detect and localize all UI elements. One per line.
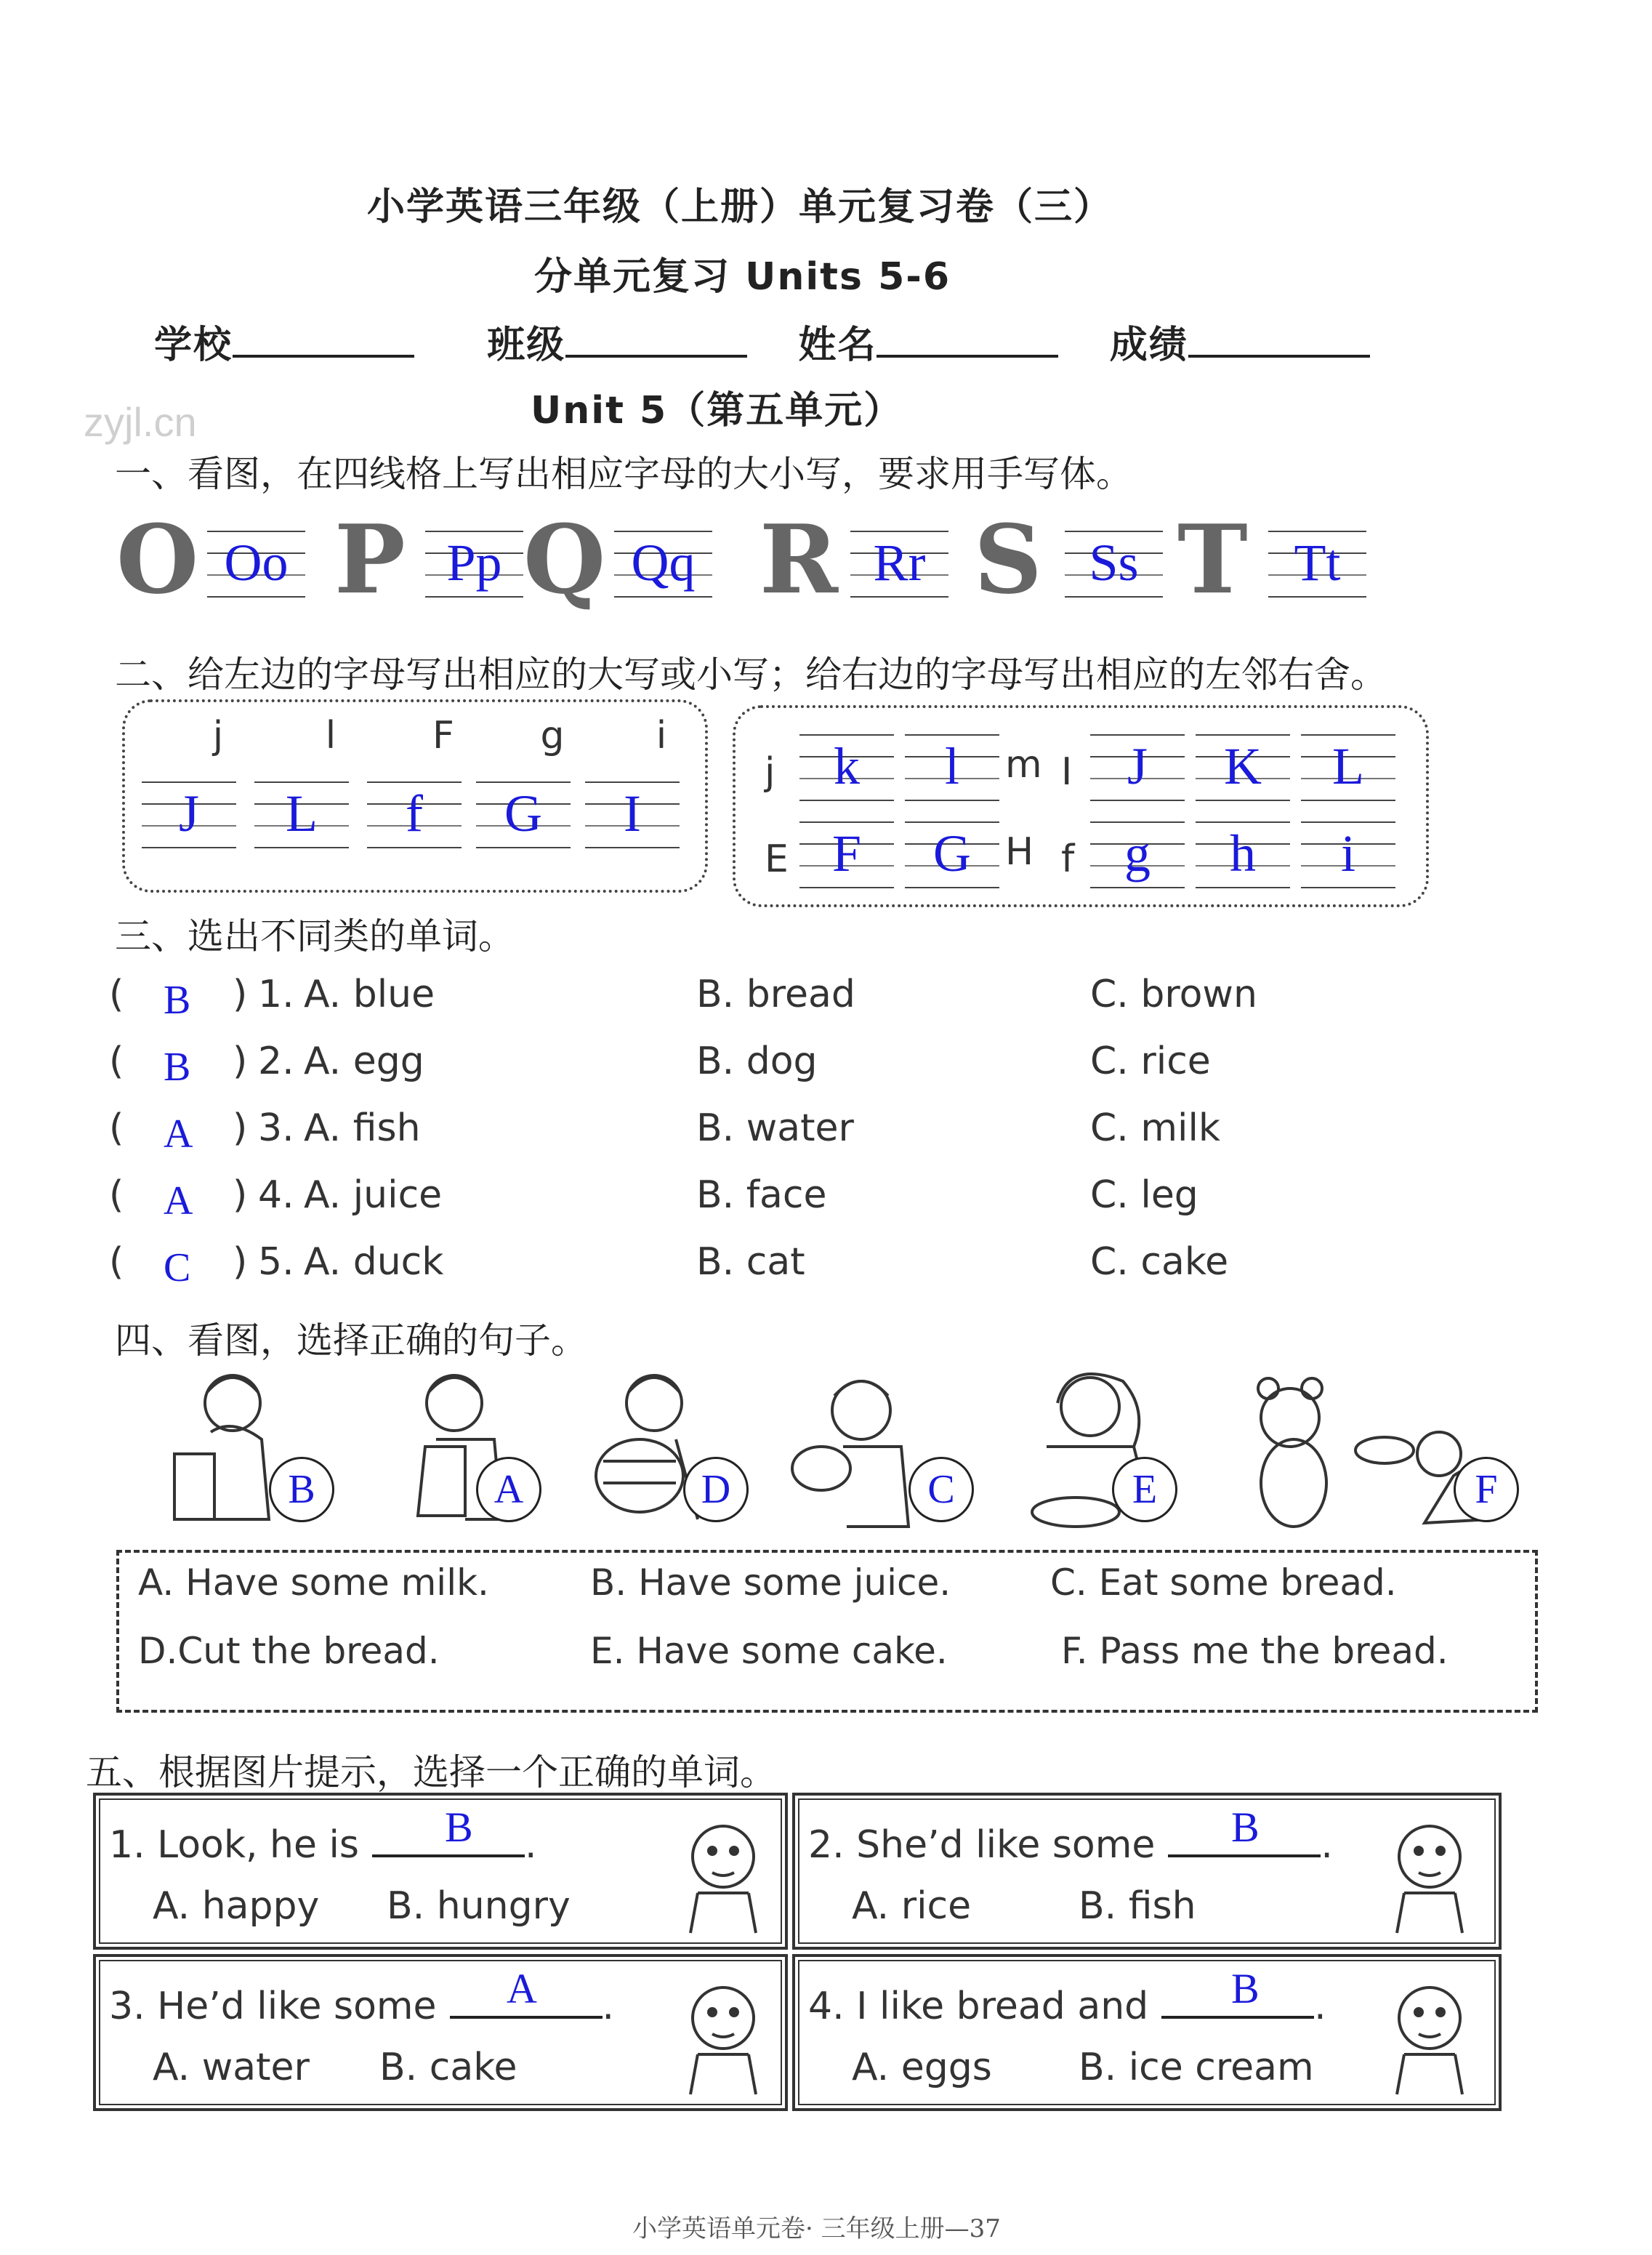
answer-letter: B (288, 1467, 315, 1512)
neighbor-answer[interactable] (1090, 734, 1185, 807)
left-prompt-letter: i (656, 714, 667, 757)
period: . (525, 1823, 537, 1867)
question-stem: 4. I like bread and (808, 1985, 1149, 2028)
handwritten-answer: L (1332, 737, 1364, 795)
option-c: C. cake (1090, 1240, 1229, 1284)
left-answer-fourline[interactable] (585, 781, 680, 854)
answer-letter: E (1132, 1467, 1158, 1512)
paren-close: ) (233, 1240, 248, 1284)
field-score-label: 成绩 (1109, 323, 1188, 367)
answer-circle[interactable] (908, 1457, 974, 1522)
paren-open: ( (109, 1240, 124, 1284)
sentence-option: E. Have some cake. (590, 1630, 948, 1672)
left-prompt-letter: g (540, 714, 565, 757)
neighbor-answer[interactable] (1301, 821, 1395, 894)
option-b: B. bread (696, 973, 855, 1016)
left-prompt-letter: j (212, 714, 224, 757)
neighbor-answer[interactable] (1196, 734, 1290, 807)
paren-close: ) (233, 1106, 248, 1150)
option-a: A. water (153, 2046, 310, 2089)
decorative-letter-q: Q (523, 504, 606, 615)
handwritten-answer: J (1127, 737, 1148, 795)
neighbor-answer[interactable] (905, 821, 999, 894)
period: . (1321, 1823, 1333, 1867)
paren-open: ( (109, 1173, 124, 1217)
cat-fish-icon (1368, 1806, 1477, 1937)
section1-instruction: 一、看图，在四线格上写出相应字母的大小写，要求用手写体。 (115, 453, 1132, 495)
neighbor-answer[interactable] (799, 821, 894, 894)
neighbor-start-letter: j (765, 750, 775, 794)
question-stem: 1. Look, he is (109, 1823, 360, 1867)
answer-letter: B (445, 1804, 473, 1851)
section4-instruction: 四、看图，选择正确的句子。 (115, 1319, 587, 1362)
handwritten-answer: l (944, 737, 959, 795)
question-box (93, 1793, 788, 1950)
neighbor-answer[interactable] (1196, 821, 1290, 894)
fourline-s[interactable] (1065, 531, 1163, 603)
handwritten-answer: Qq (631, 534, 696, 592)
neighbor-start-letter: E (765, 837, 789, 881)
sentence-option: C. Eat some bread. (1050, 1561, 1397, 1604)
left-prompt-letter: F (432, 714, 454, 757)
answer-blank[interactable]: B (164, 978, 191, 1023)
left-answer-fourline[interactable] (367, 781, 462, 854)
option-a: A. blue (304, 973, 435, 1016)
answer-blank[interactable]: B (164, 1045, 191, 1090)
option-a: A. eggs (852, 2046, 992, 2089)
handwritten-answer: K (1224, 737, 1262, 795)
info-fields (154, 314, 1370, 369)
option-b: B. cat (696, 1240, 805, 1284)
field-name-label: 姓名 (798, 323, 877, 367)
paren-open: ( (109, 1106, 124, 1150)
paren-close: ) (233, 1040, 248, 1083)
left-prompt-letter: l (325, 714, 337, 757)
paren-close: ) (233, 1173, 248, 1217)
option-a: A. happy (153, 1884, 320, 1928)
answer-letter: A (493, 1467, 524, 1512)
question-number: 1. (258, 973, 294, 1016)
question-stem: 2. She’d like some (808, 1823, 1156, 1867)
handwritten-answer: i (1340, 824, 1355, 883)
handwritten-answer: Pp (446, 534, 502, 592)
handwritten-answer: G (933, 824, 971, 883)
field-class-label: 班级 (487, 323, 566, 367)
question-number: 5. (258, 1240, 294, 1284)
boy-cut-bread-illustration (596, 1375, 698, 1519)
page-title: 小学英语三年级（上册）单元复习卷（三） (367, 185, 1113, 229)
answer-blank[interactable]: C (164, 1245, 191, 1290)
question-row (109, 1240, 1345, 1298)
fourline-q[interactable] (614, 531, 712, 603)
section3-instruction: 三、选出不同类的单词。 (115, 915, 515, 957)
neighbor-end-letter: f (1061, 837, 1075, 881)
paren-close: ) (233, 973, 248, 1016)
answer-letter: D (701, 1467, 731, 1512)
paren-open: ( (109, 1040, 124, 1083)
question-box (93, 1954, 788, 2111)
neighbor-answer[interactable] (1090, 821, 1185, 894)
sentence-option: B. Have some juice. (590, 1561, 951, 1604)
handwritten-answer: J (178, 784, 200, 843)
decorative-letter-t: T (1177, 504, 1248, 615)
answer-letter: F (1475, 1467, 1498, 1512)
option-b: B. dog (696, 1040, 818, 1083)
question-stem: 3. He’d like some (109, 1985, 437, 2028)
field-school-line[interactable] (233, 326, 414, 358)
option-c: C. leg (1090, 1173, 1198, 1217)
handwritten-answer: k (834, 737, 860, 795)
man-bread-icon (1368, 1967, 1477, 2098)
decorative-letter-p: P (334, 504, 406, 615)
handwritten-answer: L (286, 784, 318, 843)
period: . (1314, 1985, 1326, 2028)
fourline-t[interactable] (1268, 531, 1366, 603)
question-number: 2. (258, 1040, 294, 1083)
decorative-letter-s: S (974, 504, 1042, 615)
question-number: 4. (258, 1173, 294, 1217)
fourline-r[interactable] (850, 531, 948, 603)
question-row (109, 973, 1345, 1031)
sentence-option: A. Have some milk. (138, 1561, 489, 1604)
answer-circle[interactable] (269, 1457, 334, 1522)
page-subtitle: 分单元复习 Units 5-6 (534, 255, 951, 299)
fourline-o[interactable] (207, 531, 305, 603)
field-score-line[interactable] (1188, 326, 1370, 358)
unit-heading: Unit 5（第五单元） (531, 389, 903, 433)
handwritten-answer: f (406, 784, 423, 843)
handwritten-answer: g (1124, 824, 1151, 883)
neighbor-answer[interactable] (799, 734, 894, 807)
answer-circle[interactable] (476, 1457, 541, 1522)
period: . (602, 1985, 615, 2028)
answer-letter: A (507, 1965, 537, 2012)
paren-open: ( (109, 973, 124, 1016)
handwritten-answer: Rr (873, 534, 926, 592)
neighbor-answer[interactable] (1301, 734, 1395, 807)
neighbor-mid-letter: H (1005, 830, 1034, 874)
left-answer-fourline[interactable] (254, 781, 349, 854)
option-c: C. brown (1090, 973, 1257, 1016)
option-b: B. face (696, 1173, 827, 1217)
question-row (109, 1040, 1345, 1098)
handwritten-answer: F (831, 824, 862, 883)
decorative-letter-o: O (116, 504, 199, 615)
neighbor-answer[interactable] (905, 734, 999, 807)
question-row (109, 1173, 1345, 1231)
handwritten-answer: h (1230, 824, 1256, 883)
question-number: 3. (258, 1106, 294, 1150)
sentence-option: D.Cut the bread. (138, 1630, 440, 1672)
question-row (109, 1106, 1345, 1165)
option-b: B. cake (379, 2046, 517, 2089)
handwritten-answer: Ss (1089, 534, 1139, 592)
option-a: A. juice (304, 1173, 443, 1217)
option-a: A. fish (304, 1106, 421, 1150)
answer-letter: B (1231, 1804, 1260, 1851)
watermark: zyjl.cn (84, 399, 197, 445)
answer-circle[interactable] (683, 1457, 749, 1522)
handwritten-answer: G (504, 784, 542, 843)
question-text (109, 1985, 614, 2028)
field-class-line[interactable] (565, 326, 747, 358)
option-a: A. egg (304, 1040, 424, 1083)
answer-circle[interactable] (1454, 1457, 1519, 1522)
section2-instruction: 二、给左边的字母写出相应的大写或小写；给右边的字母写出相应的左邻右舍。 (115, 654, 1387, 696)
neighbor-end-letter: I (1061, 750, 1073, 794)
section4-illustrations (0, 1359, 1652, 1541)
hungry-boy-icon (661, 1806, 770, 1937)
option-a: A. rice (852, 1884, 972, 1928)
section5-instruction: 五、根据图片提示，选择一个正确的单词。 (86, 1751, 776, 1793)
option-b: B. fish (1079, 1884, 1196, 1928)
handwritten-answer: Tt (1294, 534, 1341, 592)
question-box (792, 1793, 1502, 1950)
sentence-option: F. Pass me the bread. (1061, 1630, 1448, 1672)
answer-circle[interactable] (1112, 1457, 1177, 1522)
boy-eat-bread-illustration (792, 1381, 908, 1527)
option-c: C. rice (1090, 1040, 1211, 1083)
answer-blank[interactable]: A (164, 1112, 193, 1157)
handwritten-answer: Oo (224, 534, 289, 592)
answer-letter: B (1231, 1965, 1260, 2012)
question-box (792, 1954, 1502, 2111)
left-answer-fourline[interactable] (142, 781, 236, 854)
fourline-p[interactable] (425, 531, 523, 603)
option-b: B. hungry (387, 1884, 571, 1928)
boy-milk-illustration (174, 1375, 269, 1519)
neighbor-mid-letter: m (1005, 743, 1042, 787)
option-b: B. ice cream (1079, 2046, 1314, 2089)
handwritten-answer: I (624, 784, 641, 843)
page-footer: 小学英语单元卷· 三年级上册—37 (632, 2214, 1001, 2243)
option-c: C. milk (1090, 1106, 1221, 1150)
field-school-label: 学校 (154, 323, 233, 367)
decorative-letter-r: R (759, 504, 839, 615)
thirsty-boy-icon (661, 1967, 770, 2098)
answer-letter: C (927, 1467, 955, 1512)
answer-blank[interactable]: A (164, 1178, 193, 1223)
option-a: A. duck (304, 1240, 444, 1284)
option-b: B. water (696, 1106, 854, 1150)
field-name-line[interactable] (877, 326, 1058, 358)
left-answer-fourline[interactable] (476, 781, 571, 854)
